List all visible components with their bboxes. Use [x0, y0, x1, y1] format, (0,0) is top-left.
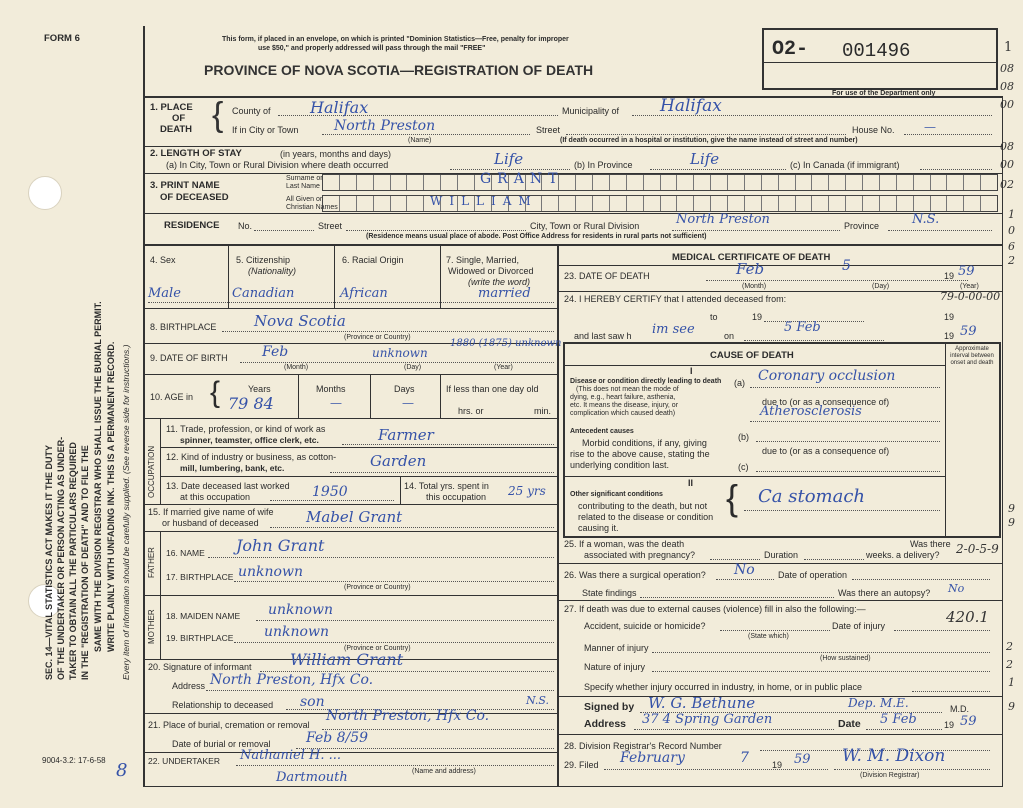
spouse-label-b: or husband of deceased: [162, 518, 259, 528]
nature-label: Nature of injury: [584, 662, 646, 672]
county-label: County of: [232, 106, 271, 116]
age-brace-icon: {: [210, 376, 221, 409]
undertaker-value: Nathaniel H. ...: [240, 748, 341, 763]
margin-code-10: 6: [1008, 240, 1015, 253]
given-names-grid: [322, 195, 998, 212]
last-saw-on: on: [724, 331, 735, 341]
cause-a-note-3: etc. It means the disease, injury, or: [570, 402, 679, 409]
sidebar-line-1: SEC. 14—VITAL STATISTICS ACT MAKES IT THE DUTY: [44, 444, 54, 680]
spouse-label: 15. If married give name of wife: [148, 507, 274, 517]
marital-label-b: Widowed or Divorced: [448, 266, 534, 276]
record-number-label: 28. Division Registrar's Record Number: [564, 741, 722, 751]
margin-code-9: 0: [1008, 224, 1015, 237]
father-name-value: John Grant: [236, 536, 325, 555]
mother-birthplace-sub: (Province or Country): [344, 645, 411, 652]
birthplace-label: 8. BIRTHPLACE: [150, 322, 217, 332]
mail-notice-1: This form, if placed in an envelope, on which is printed "Dominion Statistics—Free, penalty for improper: [222, 36, 569, 43]
informant-value: William Grant: [290, 650, 404, 669]
surgical-label: 26. Was there a surgical operation?: [564, 570, 706, 580]
county-value: Halifax: [310, 98, 369, 117]
last-worked-label: 13. Date deceased last worked: [166, 481, 290, 491]
industry-label: 12. Kind of industry or business, as cotton-: [166, 452, 337, 462]
certify-19-2: 19: [944, 312, 955, 322]
undertaker-sub: (Name and address): [412, 768, 476, 775]
industry-label-b: mill, lumbering, bank, etc.: [180, 463, 285, 473]
dob-year-sub: (Year): [494, 364, 513, 371]
cause-a-note-4: complication which caused death): [570, 410, 676, 417]
other-cond-note-2: related to the disease or condition: [578, 512, 714, 522]
surname-grid: [322, 174, 998, 191]
due-to-1: due to (or as a consequence of): [762, 397, 890, 407]
pregnancy-label-b: associated with pregnancy?: [584, 550, 696, 560]
mother-birthplace-label: 19. BIRTHPLACE: [166, 633, 234, 643]
autopsy-label: Was there an autopsy?: [838, 588, 931, 598]
section-1-label: 1. PLACE: [150, 102, 193, 113]
coding-value-9: 9: [1008, 700, 1015, 713]
last-saw-year-value: 59: [960, 324, 977, 339]
mail-notice-2: use $50," and properly addressed will pass through the mail "FREE": [258, 45, 486, 52]
section-2-label: 2. LENGTH OF STAY: [150, 148, 242, 159]
dob-day-sub: (Day): [404, 364, 422, 371]
punch-hole-top: [28, 176, 62, 210]
citizenship-label: 5. Citizenship: [236, 255, 291, 265]
dod-month-value: Feb: [736, 260, 765, 278]
age-years-value: 79 84: [228, 394, 274, 413]
registrar-signature: W. M. Dixon: [842, 746, 946, 766]
weeks-label: weeks.: [866, 550, 895, 560]
section-2-sub: (in years, months and days): [280, 149, 392, 159]
section-3-label-b: OF DECEASED: [160, 192, 229, 203]
dod-year-sub: (Year): [960, 283, 979, 290]
residence-no-label: No.: [238, 221, 253, 231]
cause-title: CAUSE OF DEATH: [710, 350, 794, 361]
medical-certificate-title: MEDICAL CERTIFICATE OF DEATH: [672, 252, 831, 263]
antecedent-note-3: underlying condition last.: [570, 460, 670, 470]
residence-street-label: Street: [318, 221, 343, 231]
date-of-death-label: 23. DATE OF DEATH: [564, 271, 650, 281]
corner-mark: 8: [116, 760, 128, 781]
certify-19-1: 19: [752, 312, 763, 322]
dod-day-sub: (Day): [872, 283, 890, 290]
sex-label: 4. Sex: [150, 255, 176, 265]
mother-name-label: 18. MAIDEN NAME: [166, 611, 241, 621]
dod-century: 19: [944, 271, 955, 281]
father-birthplace-sub: (Province or Country): [344, 584, 411, 591]
form-code: 9004-3.2: 17-6-58: [42, 756, 106, 765]
relationship-value: son: [300, 694, 325, 710]
father-vertical-label: FATHER: [147, 547, 156, 578]
racial-origin-label: 6. Racial Origin: [342, 255, 404, 265]
last-saw-date-value: 5 Feb: [784, 320, 821, 335]
cause-b-paren: (b): [738, 432, 749, 442]
due-to-2: due to (or as a consequence of): [762, 446, 890, 456]
birthplace-value: Nova Scotia: [254, 312, 346, 330]
signed-by-extra: Dep. M.E.: [848, 696, 909, 710]
citizenship-value: Canadian: [232, 286, 295, 301]
signed-by-label: Signed by: [584, 701, 635, 713]
margin-code-11: 2: [1008, 254, 1015, 267]
md-label: M.D.: [950, 704, 969, 714]
birthplace-sub: (Province or Country): [344, 334, 411, 341]
delivery-label: a delivery?: [896, 550, 940, 560]
roman-ii: II: [688, 478, 694, 488]
filed-19: 19: [772, 760, 783, 770]
age-days-label: Days: [394, 384, 415, 394]
coding-value-6: 2: [1006, 640, 1013, 653]
antecedent-label: Antecedent causes: [570, 428, 634, 435]
burial-date-value: Feb 8/59: [306, 730, 369, 746]
age-months-label: Months: [316, 384, 346, 394]
cause-a-note-1: (This does not mean the mode of: [576, 386, 679, 393]
residence-city-label: City, Town or Rural Division: [530, 221, 640, 231]
form-label: FORM 6: [44, 33, 80, 44]
racial-origin-value: African: [340, 286, 388, 301]
burial-ns-value: N.S.: [526, 694, 550, 707]
hospital-note: (If death occurred in a hospital or institution, give the name instead of street and number): [560, 137, 858, 144]
manner-label: Manner of injury: [584, 643, 649, 653]
sig-date-label: Date: [838, 718, 861, 730]
given-label-2: Christian Names: [286, 204, 338, 211]
residence-label: RESIDENCE: [164, 220, 220, 231]
trade-value: Farmer: [378, 426, 434, 444]
last-worked-value: 1950: [312, 484, 348, 500]
duration-label: Duration: [764, 550, 799, 560]
burial-place-label: 21. Place of burial, cremation or removal: [148, 720, 310, 730]
dod-day-value: 5: [842, 258, 851, 274]
margin-code-4: 00: [1000, 98, 1014, 111]
section-1-label-b: OF: [172, 113, 186, 124]
section-1-label-c: DEATH: [160, 124, 193, 135]
interval-label: Approximate interval between onset and death: [950, 346, 994, 366]
sidebar-line-2: OF THE UNDERTAKER OR PERSON ACTING AS UNDER-: [56, 436, 66, 680]
burial-date-label: Date of burial or removal: [172, 739, 271, 749]
stay-b-value: Life: [690, 150, 720, 168]
surname-value: GRANT: [480, 171, 564, 187]
accident-label: Accident, suicide or homicide?: [584, 621, 706, 631]
trade-label: 11. Trade, profession, or kind of work as: [166, 424, 326, 434]
margin-code-2: 08: [1000, 62, 1014, 75]
sig-address-value: 37 4 Spring Garden: [642, 712, 773, 727]
accident-sub: (State which): [748, 633, 789, 640]
brace-icon: {: [212, 96, 224, 134]
total-years-label: 14. Total yrs. spent in: [404, 481, 489, 491]
section-3-label: 3. PRINT NAME: [150, 180, 220, 191]
cause-a-paren: (a): [734, 378, 745, 388]
residence-province-label: Province: [844, 221, 880, 231]
coding-value-4: 9: [1008, 516, 1015, 529]
father-birthplace-value: unknown: [238, 564, 303, 580]
sig-19: 19: [944, 720, 955, 730]
state-findings-label: State findings: [582, 588, 637, 598]
surname-label-2: Last Name: [286, 183, 320, 190]
coding-value-1: 79-0-00-00: [940, 290, 1001, 303]
age-days-value: —: [402, 396, 414, 410]
other-cond-label: Other significant conditions: [570, 491, 663, 498]
registration-number: 001496: [842, 40, 911, 62]
cause-a-note-2: dying, e.g., heart failure, asthenia,: [570, 394, 676, 401]
certify-label: 24. I HEREBY CERTIFY that I attended deceased from:: [564, 294, 787, 304]
city-town-label: If in City or Town: [232, 125, 299, 135]
margin-code-3: 08: [1000, 80, 1014, 93]
sidebar-line-5: SAME WITH THE DIVISION REGISTRAR WHO SHALL ISSUE THE BURIAL PERMIT.: [93, 301, 103, 652]
dob-month-sub: (Month): [284, 364, 309, 371]
surgical-value: No: [734, 562, 755, 578]
name-sub-label: (Name): [408, 137, 432, 144]
cause-a-label: Disease or condition directly leading to death: [570, 378, 722, 385]
cause-b-value: Atherosclerosis: [760, 404, 862, 419]
filed-label: 29. Filed: [564, 760, 599, 770]
undertaker-label: 22. UNDERTAKER: [148, 756, 220, 766]
certify-to-1: to: [710, 312, 718, 322]
mother-birthplace-value: unknown: [264, 624, 329, 640]
antecedent-note-1: Morbid conditions, if any, giving: [582, 438, 707, 448]
municipality-value: Halifax: [660, 96, 722, 116]
margin-code-1: 1: [1004, 40, 1013, 55]
date-operation-label: Date of operation: [778, 570, 848, 580]
total-years-value: 25 yrs: [508, 484, 546, 498]
other-cond-value: Ca stomach: [758, 486, 866, 507]
filed-year-value: 59: [794, 752, 811, 767]
sig-address-label: Address: [584, 718, 627, 730]
page-title: PROVINCE OF NOVA SCOTIA—REGISTRATION OF DEATH: [204, 62, 594, 78]
margin-code-7: 02: [1000, 178, 1014, 191]
margin-code-6: 00: [1000, 158, 1014, 171]
cause-a-value: Coronary occlusion: [758, 368, 896, 384]
marital-label: 7. Single, Married,: [446, 255, 520, 265]
filed-month-value: February: [620, 750, 685, 766]
age-hrs-label: hrs. or: [458, 406, 484, 416]
given-label: All Given or: [286, 196, 323, 203]
informant-label: 20. Signature of informant: [148, 662, 252, 672]
marital-label-c: (write the word): [468, 277, 531, 287]
sig-year-value: 59: [960, 714, 977, 729]
external-label: 27. If death was due to external causes (violence) fill in also the following:—: [564, 604, 866, 614]
other-cond-note-1: contributing to the death, but not: [578, 501, 708, 511]
sidebar-line-4: IN THE "REGISTRATION OF DEATH" AND TO FILE THE: [80, 445, 90, 680]
street-label: Street: [536, 125, 561, 135]
age-less-day-label: If less than one day old: [446, 384, 539, 394]
trade-label-b: spinner, teamster, office clerk, etc.: [180, 435, 319, 445]
stay-a-value: Life: [494, 150, 524, 168]
spouse-value: Mabel Grant: [306, 508, 403, 526]
manner-sub: (How sustained): [820, 655, 871, 662]
burial-place-value: North Preston, Hfx Co.: [326, 708, 490, 724]
registration-prefix: O2-: [772, 38, 809, 61]
marital-value: married: [478, 286, 531, 301]
total-years-label-b: this occupation: [426, 492, 487, 502]
dob-year-value: 1880 (1875) unknown: [450, 338, 562, 349]
industry-value: Garden: [370, 452, 427, 470]
father-birthplace-label: 17. BIRTHPLACE: [166, 572, 234, 582]
occupation-vertical-label: OCCUPATION: [147, 445, 156, 498]
margin-code-8: 1: [1008, 208, 1015, 221]
stay-b-label: (b) In Province: [574, 160, 633, 170]
cause-c-paren: (c): [738, 462, 749, 472]
city-town-value: North Preston: [334, 118, 436, 134]
house-no-value: —: [924, 120, 936, 134]
coding-value-7: 2: [1006, 658, 1013, 671]
sidebar-line-6: WRITE PLAINLY WITH UNFADING INK. THIS IS A PERMANENT RECORD.: [106, 341, 116, 652]
surname-label: Surname or: [286, 175, 323, 182]
citizenship-sub: (Nationality): [248, 266, 297, 276]
dob-label: 9. DATE OF BIRTH: [150, 353, 228, 363]
coding-value-5: 420.1: [946, 608, 989, 626]
dod-year-value: 59: [958, 264, 975, 279]
residence-note: (Residence means usual place of abode. Post Office Address for residents in rural parts not sufficient): [366, 233, 707, 240]
informant-address-value: North Preston, Hfx Co.: [210, 672, 374, 688]
was-there-label: Was there: [910, 539, 951, 549]
residence-city-value: North Preston: [676, 212, 770, 227]
date-injury-label: Date of injury: [832, 621, 886, 631]
last-saw-19: 19: [944, 331, 955, 341]
filed-day-value: 7: [740, 750, 749, 766]
residence-province-value: N.S.: [912, 212, 940, 227]
signed-by-value: W. G. Bethune: [648, 694, 756, 712]
antecedent-note-2: rise to the above cause, stating the: [570, 449, 710, 459]
last-saw-label: and last saw h: [574, 331, 632, 341]
relationship-label: Relationship to deceased: [172, 700, 274, 710]
department-note: For use of the Department only: [832, 90, 936, 97]
dob-month-value: Feb: [262, 344, 289, 360]
specify-label: Specify whether injury occurred in industry, in home, or in public place: [584, 682, 862, 692]
coding-value-2: 2-0-5-9: [956, 542, 999, 556]
house-no-label: House No.: [852, 125, 895, 135]
autopsy-value: No: [948, 582, 965, 595]
last-saw-value: im see: [652, 322, 695, 337]
margin-code-5: 08: [1000, 140, 1014, 153]
mother-name-value: unknown: [268, 602, 333, 618]
last-worked-label-b: at this occupation: [180, 492, 251, 502]
age-label: 10. AGE in: [150, 392, 194, 402]
sidebar-line-3: TAKER TO OBTAIN ALL THE PARTICULARS REQUIRED: [68, 442, 78, 680]
age-min-label: min.: [534, 406, 552, 416]
undertaker-city-value: Dartmouth: [276, 770, 348, 785]
age-years-label: Years: [248, 384, 271, 394]
stay-c-label: (c) In Canada (if immigrant): [790, 160, 900, 170]
mother-vertical-label: MOTHER: [147, 609, 156, 644]
sex-value: Male: [148, 286, 181, 301]
father-name-label: 16. NAME: [166, 548, 205, 558]
registrar-sub: (Division Registrar): [860, 772, 920, 779]
municipality-label: Municipality of: [562, 106, 620, 116]
informant-address-label: Address: [172, 681, 206, 691]
age-months-value: —: [330, 396, 342, 410]
coding-value-8: 1: [1008, 676, 1015, 689]
sig-date-value: 5 Feb: [880, 712, 917, 727]
pregnancy-label: 25. If a woman, was the death: [564, 539, 685, 549]
dob-day-value: unknown: [372, 346, 428, 360]
given-names-value: WILLIAM: [430, 194, 538, 208]
sidebar-line-7: Every item of information should be carefully supplied. (See reverse side for instructions.): [121, 344, 131, 680]
dod-month-sub: (Month): [742, 283, 767, 290]
roman-i: I: [690, 366, 693, 376]
other-cond-note-3: causing it.: [578, 523, 619, 533]
coding-value-3: 9: [1008, 502, 1015, 515]
stay-a-label: (a) In City, Town or Rural Division where death occurred: [166, 160, 389, 170]
other-brace-icon: {: [726, 477, 739, 518]
